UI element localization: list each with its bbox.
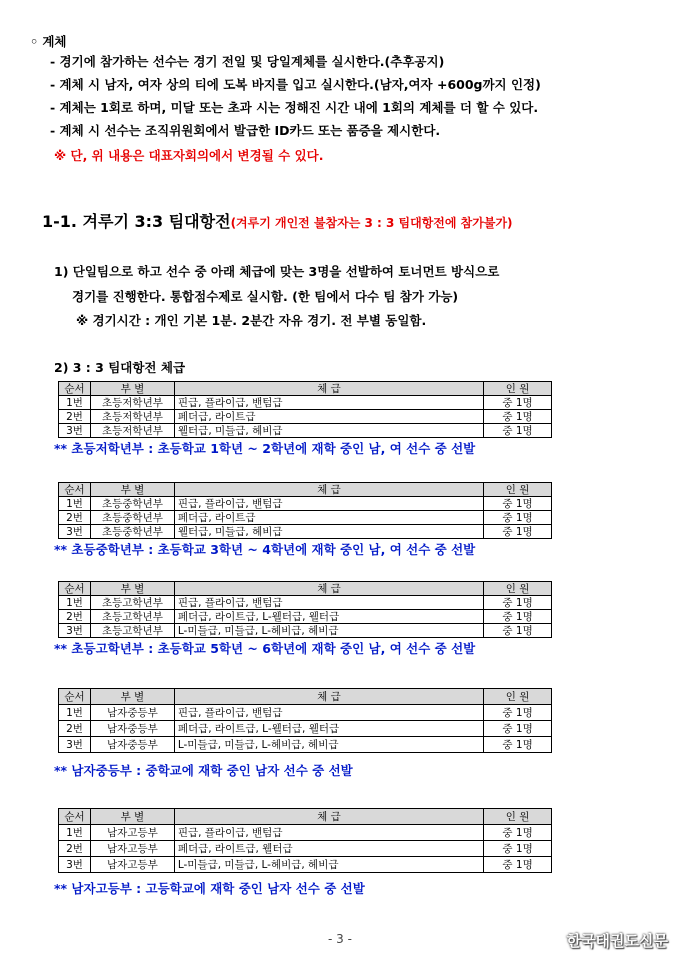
cell-count: 중 1명 [484,525,552,539]
cell-order: 2번 [59,610,91,624]
header-weight: 체 급 [174,382,483,396]
cell-count: 중 1명 [484,624,552,638]
cell-division: 초등중학년부 [90,497,174,511]
header-order: 순서 [59,382,91,396]
cell-division: 초등고학년부 [90,596,174,610]
header-division: 부 별 [90,689,174,705]
cell-weight: 페더급, 라이트급, L-웰터급, 웰터급 [174,610,483,624]
cell-division: 초등고학년부 [90,624,174,638]
weighin-item-2: - 계체 시 남자, 여자 상의 티에 도복 바지를 입고 실시한다.(남자,여자 +600g까지 인정) [50,77,541,92]
cell-division: 초등저학년부 [90,396,174,410]
cell-weight: 웰터급, 미들급, 헤비급 [174,525,483,539]
cell-order: 3번 [59,424,91,438]
cell-order: 3번 [59,737,91,753]
table-note: ** 초등저학년부 : 초등학교 1학년 ~ 2학년에 재학 중인 남, 여 선수 중 선발 [54,441,476,456]
header-count: 인 원 [484,809,552,825]
cell-weight: L-미들급, 미들급, L-헤비급, 헤비급 [174,737,483,753]
cell-order: 2번 [59,511,91,525]
weight-class-table [58,381,552,438]
paragraph-1-line-1: 1) 단일팀으로 하고 선수 중 아래 체급에 맞는 3명을 선발하여 토너먼트 방식으로 [54,264,500,279]
cell-order: 1번 [59,825,91,841]
cell-weight: 페더급, 라이트급 [174,511,483,525]
cell-order: 3번 [59,857,91,873]
weight-class-table [58,688,552,753]
cell-order: 1번 [59,396,91,410]
cell-division: 초등고학년부 [90,610,174,624]
cell-order: 3번 [59,624,91,638]
header-division: 부 별 [90,582,174,596]
table-row [59,497,552,511]
header-count: 인 원 [484,582,552,596]
cell-count: 중 1명 [484,737,552,753]
cell-division: 남자고등부 [90,825,174,841]
cell-count: 중 1명 [484,825,552,841]
table-row [59,841,552,857]
cell-weight: 페더급, 라이트급 [174,410,483,424]
cell-division: 남자중등부 [90,705,174,721]
table-row [59,396,552,410]
header-division: 부 별 [90,483,174,497]
table-row [59,857,552,873]
cell-order: 2번 [59,721,91,737]
weighin-item-1: - 경기에 참가하는 선수는 경기 전일 및 당일계체를 실시한다.(추후공지) [50,54,445,69]
section-title-note: (겨루기 개인전 불참자는 3 : 3 팀대항전에 참가불가) [230,216,513,230]
table-note: ** 초등고학년부 : 초등학교 5학년 ~ 6학년에 재학 중인 남, 여 선수 중 선발 [54,641,476,656]
table-row [59,410,552,424]
table-row [59,721,552,737]
weight-class-table [58,581,552,638]
header-count: 인 원 [484,689,552,705]
cell-count: 중 1명 [484,410,552,424]
cell-order: 2번 [59,841,91,857]
table-note: ** 남자중등부 : 중학교에 재학 중인 남자 선수 중 선발 [54,763,353,778]
cell-weight: 핀급, 플라이급, 밴텀급 [174,705,483,721]
cell-weight: 핀급, 플라이급, 밴텀급 [174,596,483,610]
table-header-row [59,382,552,396]
cell-order: 2번 [59,410,91,424]
table-header-row [59,809,552,825]
table-row [59,511,552,525]
header-weight: 체 급 [174,689,483,705]
header-weight: 체 급 [174,582,483,596]
cell-weight: 페더급, 라이트급, L-웰터급, 웰터급 [174,721,483,737]
table-row [59,596,552,610]
table-note: ** 초등중학년부 : 초등학교 3학년 ~ 4학년에 재학 중인 남, 여 선수 중 선발 [54,542,476,557]
header-order: 순서 [59,809,91,825]
header-count: 인 원 [484,483,552,497]
cell-count: 중 1명 [484,396,552,410]
table-row [59,424,552,438]
cell-division: 남자고등부 [90,841,174,857]
cell-weight: 핀급, 플라이급, 밴텀급 [174,497,483,511]
cell-count: 중 1명 [484,511,552,525]
weight-class-table [58,482,552,539]
cell-weight: 페더급, 라이트급, 웰터급 [174,841,483,857]
cell-count: 중 1명 [484,841,552,857]
table-row [59,624,552,638]
cell-weight: 웰터급, 미들급, 헤비급 [174,424,483,438]
cell-count: 중 1명 [484,497,552,511]
table-header-row [59,483,552,497]
cell-count: 중 1명 [484,705,552,721]
table-header-row [59,689,552,705]
table-row [59,825,552,841]
header-order: 순서 [59,582,91,596]
weighin-item-4: - 계체 시 선수는 조직위원회에서 발급한 ID카드 또는 품증을 제시한다. [50,123,441,138]
cell-division: 초등저학년부 [90,424,174,438]
table-row [59,705,552,721]
cell-count: 중 1명 [484,424,552,438]
weighin-notice: ※ 단, 위 내용은 대표자회의에서 변경될 수 있다. [54,148,324,163]
cell-weight: L-미들급, 미들급, L-헤비급, 헤비급 [174,857,483,873]
paragraph-1-line-2: 경기를 진행한다. 통합점수제로 실시함. (한 팀에서 다수 팀 참가 가능) [72,289,459,304]
table-row [59,610,552,624]
cell-weight: 핀급, 플라이급, 밴텀급 [174,825,483,841]
section-title-text: 1-1. 겨루기 3:3 팀대항전 [42,212,231,231]
table-row [59,525,552,539]
cell-order: 3번 [59,525,91,539]
weighin-heading: ◦ 계체 [30,34,67,49]
table-header-row [59,582,552,596]
cell-division: 초등중학년부 [90,525,174,539]
page-number: - 3 - [328,932,352,946]
cell-division: 남자중등부 [90,721,174,737]
cell-order: 1번 [59,705,91,721]
cell-count: 중 1명 [484,596,552,610]
cell-weight: L-미들급, 미들급, L-헤비급, 헤비급 [174,624,483,638]
weighin-item-3: - 계체는 1회로 하며, 미달 또는 초과 시는 정해진 시간 내에 1회의 계체를 더 할 수 있다. [50,100,539,115]
section-title [42,214,513,231]
cell-count: 중 1명 [484,857,552,873]
cell-order: 1번 [59,596,91,610]
cell-count: 중 1명 [484,610,552,624]
cell-count: 중 1명 [484,721,552,737]
header-division: 부 별 [90,382,174,396]
header-weight: 체 급 [174,809,483,825]
table-row [59,737,552,753]
cell-division: 남자고등부 [90,857,174,873]
cell-weight: 핀급, 플라이급, 밴텀급 [174,396,483,410]
paragraph-2: 2) 3 : 3 팀대항전 체급 [54,360,186,375]
cell-division: 초등저학년부 [90,410,174,424]
cell-division: 초등중학년부 [90,511,174,525]
weight-class-table [58,808,552,873]
match-time-note: ※ 경기시간 : 개인 기본 1분. 2분간 자유 경기. 전 부별 동일함. [76,313,427,328]
watermark-text: 한국태권도신문 [566,932,668,950]
header-division: 부 별 [90,809,174,825]
header-weight: 체 급 [174,483,483,497]
table-note: ** 남자고등부 : 고등학교에 재학 중인 남자 선수 중 선발 [54,881,365,896]
cell-division: 남자중등부 [90,737,174,753]
header-order: 순서 [59,483,91,497]
header-order: 순서 [59,689,91,705]
header-count: 인 원 [484,382,552,396]
cell-order: 1번 [59,497,91,511]
